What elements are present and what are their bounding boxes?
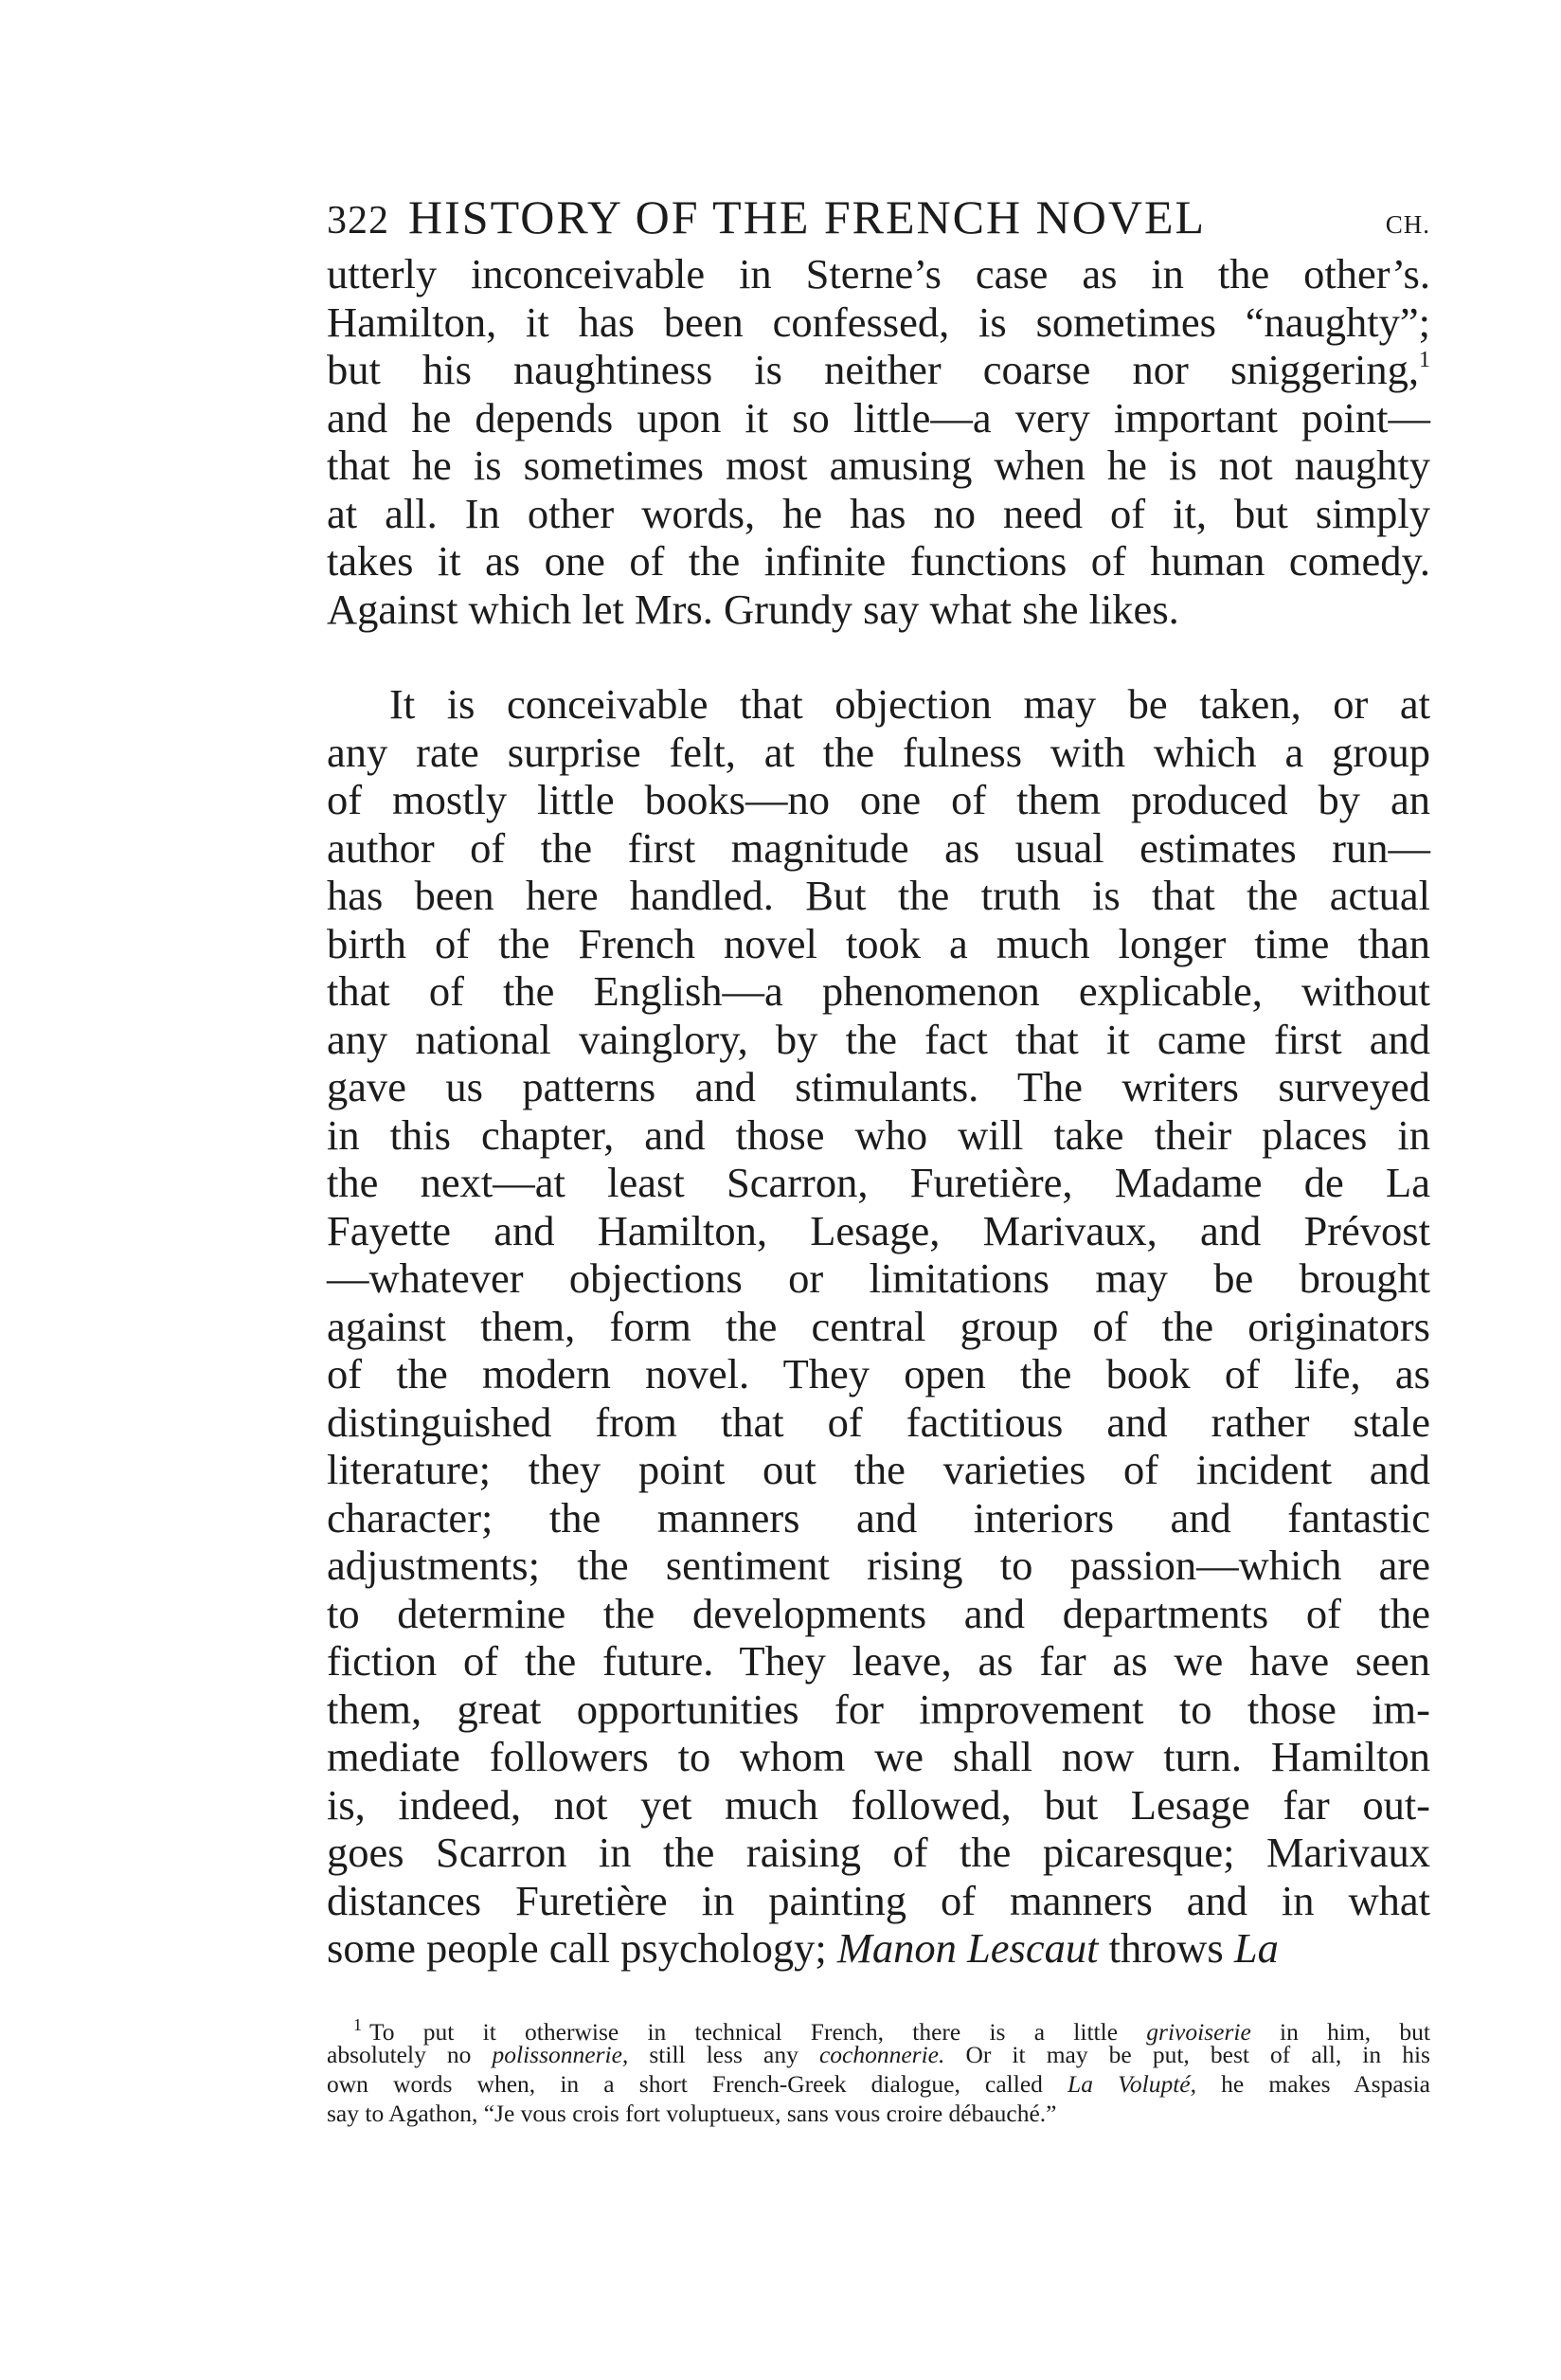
- text-line: of the modern novel. They open the book of life, as: [327, 1350, 1430, 1397]
- text-line: literature; they point out the varieties of incident and: [327, 1446, 1430, 1493]
- text-line: Fayette and Hamilton, Lesage, Marivaux, and Prévost: [327, 1206, 1430, 1254]
- text-line: —whatever objections or limitations may be brought: [327, 1254, 1430, 1302]
- text-segment: some people call psychology;: [327, 1924, 837, 1972]
- text-segment: in him, but: [1250, 2017, 1431, 2046]
- text-line: distances Furetière in painting of manners and in what: [327, 1876, 1430, 1924]
- text-line: author of the first magnitude as usual estimates run—: [327, 823, 1430, 872]
- text-line: any rate surprise felt, at the fulness with which a group: [327, 728, 1430, 776]
- text-line: at all. In other words, he has no need of it, but simply: [327, 489, 1430, 537]
- book-page: [327, 189, 1430, 2128]
- footnote-reference: 1: [1419, 348, 1430, 372]
- chapter-abbrev: CH.: [1385, 210, 1430, 239]
- italic-term: polissonnerie,: [492, 2040, 629, 2068]
- running-header: [327, 189, 1430, 246]
- text-segment: but his naughtiness is neither coarse nor sniggering,: [327, 346, 1419, 393]
- footnote-number: 1: [353, 2014, 362, 2034]
- text-line: has been here handled. But the truth is that the actual: [327, 872, 1430, 919]
- text-line: fiction of the future. They leave, as far as we have seen: [327, 1637, 1430, 1685]
- running-title: HISTORY OF THE FRENCH NOVEL: [408, 190, 1207, 243]
- text-segment: he makes Aspasia: [1196, 2069, 1431, 2098]
- body-text: [327, 250, 1430, 1973]
- footnote-line: [327, 2040, 1430, 2069]
- footnotes: [327, 2010, 1430, 2128]
- text-line: them, great opportunities for improvement to those im-: [327, 1685, 1430, 1733]
- text-line: goes Scarron in the raising of the picaresque; Marivaux: [327, 1829, 1430, 1876]
- text-line: is, indeed, not yet much followed, but Lesage far out-: [327, 1780, 1430, 1829]
- text-line: the next—at least Scarron, Furetière, Madame de La: [327, 1159, 1430, 1206]
- text-line: gave us patterns and stimulants. The writers surveyed: [327, 1063, 1430, 1110]
- page-number: 322: [327, 199, 389, 243]
- text-line: mediate followers to whom we shall now turn. Hamilton: [327, 1733, 1430, 1780]
- text-line: and he depends upon it so little—a very important point—: [327, 393, 1430, 442]
- text-segment: throws: [1098, 1924, 1234, 1972]
- paragraph-gap: [327, 633, 1430, 680]
- italic-title: La: [1233, 1924, 1279, 1972]
- text-line: character; the manners and interiors and fantastic: [327, 1493, 1430, 1542]
- footnote-line: [327, 2069, 1430, 2099]
- italic-term: cochonnerie.: [818, 2040, 945, 2068]
- footnote-line: say to Agathon, “Je vous crois fort voluptueux, sans vous croire débauché.”: [327, 2099, 1057, 2127]
- paragraph-1: [327, 250, 1430, 633]
- text-segment: own words when, in a short French-Greek dialogue, called: [327, 2069, 1068, 2098]
- text-line: utterly inconceivable in Sterne’s case as in the other’s.: [327, 250, 1430, 298]
- italic-title: Manon Lescaut: [836, 1924, 1099, 1972]
- footnote-line: [327, 2010, 1431, 2046]
- text-line: any national vainglory, by the fact that it came first and: [327, 1015, 1430, 1063]
- text-line: Hamilton, it has been confessed, is sometimes “naughty”;: [327, 298, 1430, 346]
- text-line: adjustments; the sentiment rising to passion—which are: [327, 1542, 1430, 1589]
- text-line: distinguished from that of factitious and rather stale: [327, 1397, 1430, 1446]
- text-segment: Or it may be put, best of all, in his: [944, 2040, 1430, 2068]
- text-line: in this chapter, and those who will take their places in: [327, 1110, 1430, 1159]
- text-line: It is conceivable that objection may be taken, or at: [389, 680, 1430, 728]
- italic-term: grivoiserie: [1146, 2017, 1251, 2046]
- text-line: of mostly little books—no one of them produced by an: [327, 776, 1430, 823]
- paragraph-2: [327, 680, 1430, 1924]
- text-line: that of the English—a phenomenon explicable, without: [327, 967, 1430, 1015]
- text-line: Against which let Mrs. Grundy say what she likes.: [327, 585, 1179, 633]
- text-line: takes it as one of the infinite functions of human comedy.: [327, 537, 1430, 585]
- text-line: against them, form the central group of the originators: [327, 1302, 1430, 1350]
- text-segment: To put it otherwise in technical French, there is a little: [369, 2017, 1147, 2046]
- text-line: birth of the French novel took a much longer time than: [327, 919, 1430, 967]
- text-line: [327, 1924, 1430, 1973]
- text-line: to determine the developments and departments of the: [327, 1589, 1430, 1637]
- text-segment: absolutely no: [327, 2040, 493, 2068]
- text-line: [327, 346, 1430, 394]
- italic-term: La Volupté,: [1068, 2069, 1196, 2098]
- text-line: that he is sometimes most amusing when he is not naughty: [327, 442, 1430, 489]
- text-segment: still less any: [628, 2040, 819, 2068]
